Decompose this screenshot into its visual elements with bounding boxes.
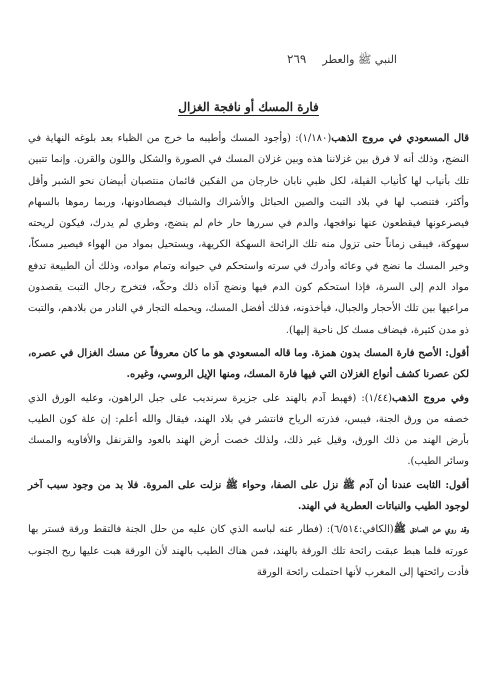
page-header (40, 52, 397, 69)
paragraph: أقول: الأصح فارة المسك بدون همزة. وما قاله المسعودي هو ما كان معروفاً عن مسك الغزال في عصره، لكن عصرنا كشف أنواع الغزلان التي فيها فارة المسك، ومنها الإيل الروسي، وغيره. (28, 347, 469, 381)
body-text (28, 128, 469, 583)
paragraph-text: (الكافي:٦/٥١٤): (فطار عنه لباسه الذي كان عليه من حلل الجنة فالتقط ورقة فستر بها عورته فلما هبط عبقت رائحة تلك الورقة بالهند، فمن هناك الطيب بالهند لأن الورقة هبت عليها ريح الجنوب فأدت رائحتها إلى المغرب لأنها احتملت رائحة الورقة (28, 524, 469, 578)
paragraph-text: (١/١٨٠): (وأجود المسك وأطيبه ما خرج من الظباء بعد بلوغه النهاية في النضج، وذلك أنه لا فرق بين غزلاننا هذه وبين غزلان المسك في الصورة والشكل واللون والقرن. وإنما تتبين تلك بأنياب لها كأنياب الفيلة، لكل ظبي نابان خارجان من الفكين قائمان منتصبان أبيضان نحو الشبر وأقل وأكثر، فتنصب لها في بلاد التبت والصين الحبائل والأشراك والشباك فيصطادونها، وربما رموها بالسهام فيصرعونها فيقطعون عنها نوافجها، والدم في سررها حار خام لم ينضج، وطري لم يدرك، فيكون لريحته سهوكة، فيبقى زماناً حتى تزول منه تلك الرائحة السهكة الكريهة، ويستحيل بمواد من الهواء فيصير مسكاً، وخير المسك ما نضج في وعائه وأدرك في سرته واستحكم في حيوانه وتمام مواده، وذلك أن الطبيعة تدفع مواد الدم إلى السرة، فإذا استحكم كون الدم فيها ونضج آذاه ذلك وحكّه، فتخرج رجال التبت يقصدون مراعيها بين تلك الأحجار والجبال، فيأخذونه، فذلك أفضل المسك، ويحمله التجار في النادر من بلادهم، والتبت ذو مدن كثيرة، فيضاف مسك كل ناحية إليها). (28, 133, 470, 336)
page-number: ٢٦٩ (287, 52, 307, 66)
paragraph-lead: وفي مروج الذهب (392, 392, 469, 404)
paragraph (28, 519, 469, 583)
section-title-text: فارة المسك أو نافجة الغزال (178, 100, 319, 114)
paragraph (28, 388, 469, 473)
paragraph-lead: وقد روي عن الصادق ﷺ (393, 524, 470, 536)
paragraph (28, 128, 469, 341)
paragraph-text: (١/٤٤): (فهبط آدم بالهند على جزيرة سرنديب على جبل الراهون، وعليه الورق الذي خصفه من ورق الجنة، فيبس، فذرته الرياح فانتشر في بلاد الهند، فيقال والله أعلم: إن علة كون الطيب بأرض الهند من ذلك الورق، وقيل غير ذلك، ولذلك خصت أرض الهند بالعود والقرنفل والأفاويه والمسك وسائر الطيب). (28, 392, 469, 468)
running-title: النبي ﷺ والعطر (322, 53, 397, 66)
section-title (0, 100, 497, 114)
paragraph: أقول: الثابت عندنا أن آدم ﷺ نزل على الصفا، وحواء ﷺ نزلت على المروة. فلا بد من وجود سبب آخر لوجود الطيب والنباتات العطرية في الهند. (28, 479, 469, 513)
paragraph-lead: قال المسعودي في مروج الذهب (331, 133, 469, 144)
